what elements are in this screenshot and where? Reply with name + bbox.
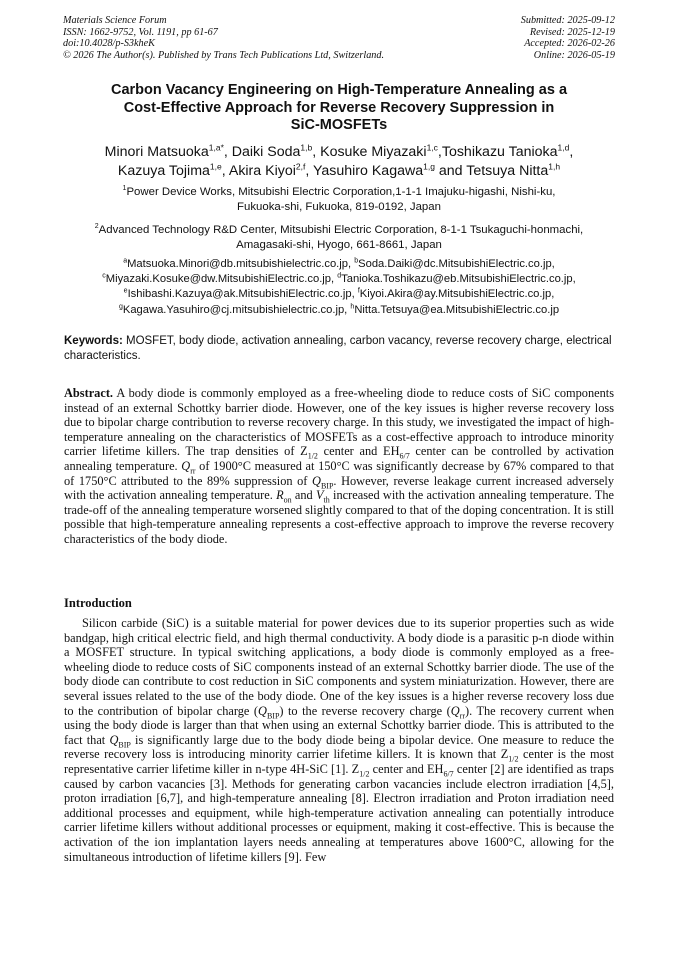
email-address[interactable]: Miyazaki.Kosuke@dw.MitsubishiElectric.co.jp, xyxy=(105,273,338,286)
issn-line: ISSN: 1662-9752, Vol. 1191, pp 61-67 xyxy=(63,26,218,38)
email-mark: f xyxy=(357,287,360,295)
email-mark: b xyxy=(354,257,359,265)
abstract-section xyxy=(64,386,614,547)
subscript: th xyxy=(323,495,330,505)
email-line xyxy=(40,287,638,302)
author-affil-mark: 1,a* xyxy=(208,142,224,153)
abstract-text: and xyxy=(291,488,316,503)
revised-date: Revised: 2025-12-19 xyxy=(529,26,615,38)
body-text: center [2] are identified as traps caused by carbon vacancies [3]. Methods for generating carbon vacancies include electron irradiation [4,5], proton irradiation [6,7], and high-temperature annealing [8]. Electron irradiation and Proton irradiation need additional processes and equipment, while high-temperature activation annealing can potentially introduce carrier lifetime killers without additional processes or equipment, making it cost-effective. This is because the activation of the ion implantation layers needs annealing at temperatures above 1600°C, allowing for the simultaneous introduction of lifetime killers [9]. Few xyxy=(64,761,614,864)
abstract-text: . However, reverse leakage current increased adversely with the activation annealing temperature. xyxy=(64,473,614,503)
subscript: BIP xyxy=(118,740,131,750)
author-affil-mark: 1,c xyxy=(426,142,438,153)
subscript: on xyxy=(283,495,292,505)
email-mark: d xyxy=(337,272,342,280)
affiliation-mark: 2 xyxy=(94,223,99,231)
symbol: R xyxy=(276,488,284,503)
author-name: , Kosuke Miyazaki xyxy=(312,144,427,160)
symbol: Q xyxy=(181,458,191,473)
email-mark: h xyxy=(350,302,355,310)
email-mark: g xyxy=(118,302,123,310)
subscript: BIP xyxy=(266,711,280,721)
author-name: , Daiki Soda xyxy=(223,144,301,160)
author-name: , Yasuhiro Kagawa xyxy=(305,163,424,179)
abstract-text: A body diode is commonly employed as a free-wheeling diode to reduce costs of SiC components instead of an external Schottky barrier diode. However, one of the key issues is higher reverse recovery loss due to bipolar charge contribution to reverse recovery charge. In this study, we investigated the impact of high-temperature annealing on the characteristics of MOSFETs as a cost-effective approach to introduce minority carrier lifetime killers. The trap densities of Z xyxy=(64,386,614,459)
email-line xyxy=(40,257,638,272)
author-affil-mark: 1,e xyxy=(209,161,222,172)
submitted-date: Submitted: 2025-09-12 xyxy=(520,15,615,26)
journal-name: Materials Science Forum xyxy=(63,15,167,26)
title-line: SiC-MOSFETs xyxy=(290,117,388,133)
body-text: center and EH xyxy=(369,761,444,776)
email-list xyxy=(40,257,638,318)
keywords-label: Keywords: xyxy=(64,335,123,347)
author-separator: , xyxy=(569,144,574,160)
author-name: Kazuya Tojima xyxy=(117,163,210,179)
copyright-line: © 2026 The Author(s). Published by Trans Tech Publications Ltd, Switzerland. xyxy=(63,49,385,61)
affiliation-line: Amagasaki-shi, Hyogo, 661-8661, Japan xyxy=(236,239,442,251)
subscript: BIP xyxy=(320,481,334,491)
body-text: center is the most representative carrier lifetime killer in n-type 4H-SiC [1]. Z xyxy=(64,747,614,776)
abstract-label: Abstract. xyxy=(64,386,114,400)
body-text: ) to the reverse recovery charge ( xyxy=(279,703,451,718)
subscript: 1/2 xyxy=(359,769,370,779)
email-mark: a xyxy=(123,257,128,265)
subscript: rr xyxy=(190,466,196,476)
author-affil-mark: 1,b xyxy=(300,142,313,153)
online-date: Online: 2026-05-19 xyxy=(533,49,615,61)
journal-info xyxy=(63,15,384,61)
author-name: ,Toshikazu Tanioka xyxy=(437,144,558,160)
email-address[interactable]: Kiyoi.Akira@ay.MitsubishiElectric.co.jp, xyxy=(359,288,555,301)
symbol: Q xyxy=(450,703,460,718)
title-line: Cost-Effective Approach for Reverse Recovery Suppression in xyxy=(123,99,555,116)
email-mark: e xyxy=(123,287,128,295)
affiliation-2 xyxy=(40,223,638,253)
symbol: V xyxy=(316,488,324,503)
doi-line[interactable]: doi:10.4028/p-S3kheK xyxy=(63,38,155,50)
abstract-text: of 1900°C measured at 150°C was significantly decrease by 67% compared to that of 1750°C attributed to the 89% suppression of xyxy=(64,458,614,488)
subscript: 1/2 xyxy=(508,754,519,764)
title-line: Carbon Vacancy Engineering on High-Temperature Annealing as a xyxy=(110,82,568,98)
subscript: 6/7 xyxy=(443,769,454,779)
publication-dates xyxy=(521,15,615,61)
affiliation-text: Advanced Technology R&D Center, Mitsubishi Electric Corporation, 8-1-1 Tsukaguchi-honmachi, xyxy=(98,224,584,236)
author-line xyxy=(40,162,638,181)
keywords-text: MOSFET, body diode, activation annealing, carbon vacancy, reverse recovery charge, electrical characteristics. xyxy=(64,335,612,362)
author-affil-mark: 1,h xyxy=(548,161,561,172)
subscript: rr xyxy=(459,711,465,721)
author-name: and Tetsuya Nitta xyxy=(434,163,549,179)
accepted-date: Accepted: 2026-02-26 xyxy=(524,38,615,50)
email-address[interactable]: Nitta.Tetsuya@ea.MitsubishiElectric.co.jp xyxy=(354,303,560,316)
affiliation-line xyxy=(40,223,638,238)
email-line xyxy=(40,272,638,287)
body-text: ). The recovery current when using the body diode is larger than that when using an external Schottky barrier diode. This is attributed to the fact that xyxy=(64,703,614,747)
author-name: Minori Matsuoka xyxy=(104,144,209,160)
author-affil-mark: 1,d xyxy=(557,142,570,153)
symbol: Q xyxy=(312,473,321,488)
symbol: Q xyxy=(109,732,119,747)
author-line xyxy=(40,143,638,162)
author-affil-mark: 2,f xyxy=(295,161,306,172)
body-text: Silicon carbide (SiC) is a suitable material for power devices due to its superior properties such as wide bandgap, high critical electric field, and high thermal conductivity. A body diode is a parasitic p-n diode within a MOSFET structure. In typical switching applications, a body diode is commonly employed as a free-wheeling diode to reduce costs of SiC components instead of an external Schottky barrier diode. The use of the body diode can contribute to cost reduction in SiC components and system miniaturization. However, there are several issues related to the use of the body diode. One of the key issues is a higher reverse recovery loss due to the contribution of bipolar charge ( xyxy=(64,616,614,718)
email-line xyxy=(40,303,638,318)
affiliation-line: Fukuoka-shi, Fukuoka, 819-0192, Japan xyxy=(237,201,441,213)
author-name: , Akira Kiyoi xyxy=(221,163,296,179)
email-address[interactable]: Ishibashi.Kazuya@ak.MitsubishiElectric.co.jp, xyxy=(127,288,358,301)
author-list xyxy=(40,143,638,181)
introduction-paragraph xyxy=(64,616,614,864)
subscript: 6/7 xyxy=(399,451,410,461)
section-heading: Introduction xyxy=(64,596,132,610)
keywords-section xyxy=(64,334,616,364)
email-address[interactable]: Soda.Daiki@dc.MitsubishiElectric.co.jp, xyxy=(358,258,555,270)
affiliation-1 xyxy=(40,185,638,215)
paper-title xyxy=(70,82,608,135)
author-affil-mark: 1,g xyxy=(423,161,435,172)
body-text: is significantly large due to the body diode being a bipolar device. One measure to reduce the reverse recovery loss is introducing minority carrier lifetime killers. It is known that Z xyxy=(64,732,614,762)
email-address[interactable]: Matsuoka.Minori@db.mitsubishielectric.co.jp, xyxy=(127,258,355,270)
abstract-text: center and EH xyxy=(317,444,400,459)
affiliation-text: Power Device Works, Mitsubishi Electric Corporation,1-1-1 Imajuku-higashi, Nishi-ku, xyxy=(126,186,556,198)
email-address[interactable]: Tanioka.Toshikazu@eb.MitsubishiElectric.co.jp, xyxy=(341,273,576,286)
email-address[interactable]: Kagawa.Yasuhiro@cj.mitsubishielectric.co.jp, xyxy=(122,303,351,316)
email-mark: c xyxy=(102,272,106,280)
abstract-text: center can be controlled by activation annealing temperature. xyxy=(64,444,614,473)
affiliation-line xyxy=(40,185,638,200)
abstract-text: increased with the activation annealing temperature. The trade-off of the annealing temperature worsened slightly compared to that of the doping concentration. It is still possible that high-temperature annealing represents a cost-effective approach to improve the reverse recovery characteristics of the body diode. xyxy=(64,488,614,546)
subscript: 1/2 xyxy=(307,451,318,461)
affiliation-mark: 1 xyxy=(122,185,127,193)
symbol: Q xyxy=(258,703,267,718)
